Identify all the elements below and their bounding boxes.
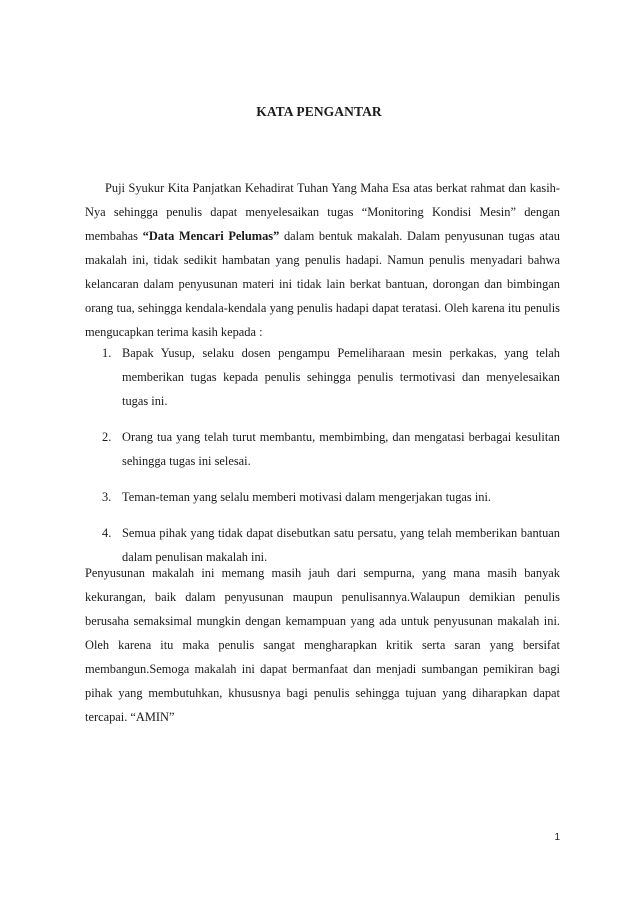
intro-text-after: dalam bentuk makalah. Dalam penyusunan tugas atau makalah ini, tidak sedikit hambatan yang penulis hadapi. Namun penulis menyadari bahwa kelancaran dalam penyusunan materi ini tidak lain berkat bantuan, dorongan dan bimbingan orang tua, sehingga kendala-kendala yang penulis hadapi dapat teratasi. Oleh karena itu penulis mengucapkan terima kasih kepada :	[85, 229, 560, 339]
list-item-text: Teman-teman yang selalu memberi motivasi dalam mengerjakan tugas ini.	[122, 490, 492, 504]
intro-paragraph	[85, 176, 560, 344]
list-item-number: 3.	[102, 490, 112, 504]
list-item-number: 1.	[102, 346, 112, 360]
list-item	[85, 341, 560, 413]
page-title: KATA PENGANTAR	[256, 104, 382, 119]
list-item-text: Semua pihak yang tidak dapat disebutkan satu persatu, yang telah memberikan bantuan dalam penulisan makalah ini.	[122, 526, 560, 564]
closing-paragraph: Penyusunan makalah ini memang masih jauh dari sempurna, yang mana masih banyak kekurangan, baik dalam penyusunan maupun penulisannya.Walaupun demikian penulis berusaha semaksimal mungkin dengan kemampuan yang ada untuk penyusunan makalah ini. Oleh karena itu maka penulis sangat mengharapkan kritik serta saran yang bersifat membangun.Semoga makalah ini dapat bermanfaat dan menjadi sumbangan pemikiran bagi pihak yang membutuhkan, khususnya bagi penulis sehingga tujuan yang diharapkan dapat tercapai. “AMIN”	[85, 566, 560, 724]
intro-bold-title: “Data Mencari Pelumas”	[142, 229, 280, 243]
page-number: 1	[554, 832, 560, 843]
list-item-number: 2.	[102, 430, 112, 444]
list-item-text: Bapak Yusup, selaku dosen pengampu Pemeliharaan mesin perkakas, yang telah memberikan tugas kepada penulis sehingga penulis termotivasi dan menyelesaikan tugas ini.	[122, 346, 560, 408]
intro-text-before: Puji Syukur Kita Panjatkan Kehadirat Tuhan Yang Maha Esa atas berkat rahmat dan kasih-Nya sehingga penulis dapat menyelesaikan tugas “Monitoring Kondisi Mesin” dengan membahas	[85, 181, 560, 243]
acknowledgement-list	[85, 341, 560, 581]
list-item-text: Orang tua yang telah turut membantu, membimbing, dan mengatasi berbagai kesulitan sehingga tugas ini selesai.	[122, 430, 560, 468]
list-item	[85, 485, 560, 509]
list-item-number: 4.	[102, 526, 112, 540]
list-item	[85, 425, 560, 473]
